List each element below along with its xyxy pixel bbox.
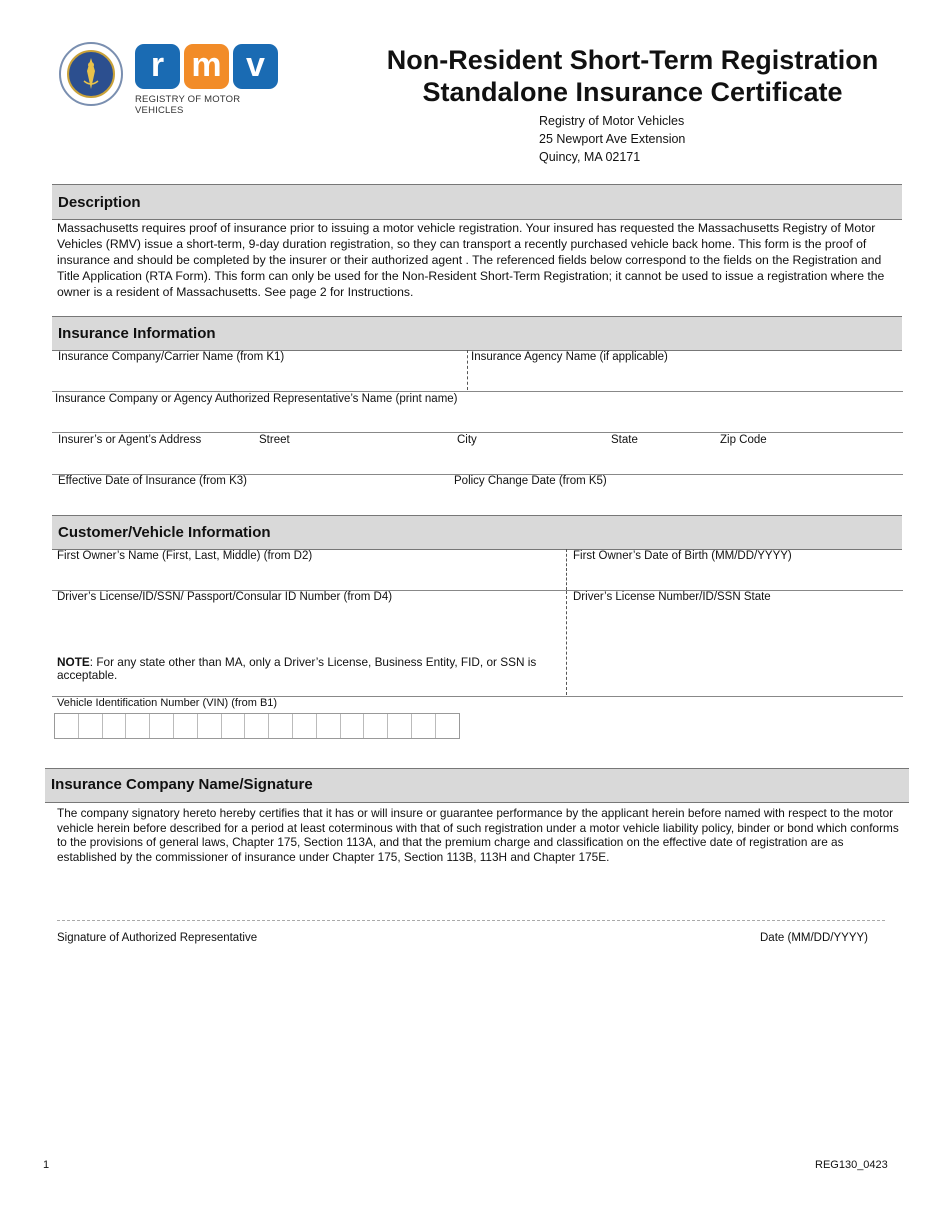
rmv-address-line2: 25 Newport Ave Extension (539, 132, 686, 146)
rmv-logo (135, 44, 280, 116)
effective-date-field[interactable]: Effective Date of Insurance (from K3) (58, 475, 247, 487)
logo-letter-m: m (184, 44, 229, 89)
vin-box[interactable] (126, 714, 150, 738)
signature-field[interactable]: Signature of Authorized Representative (57, 932, 258, 944)
agency-name-field[interactable]: Insurance Agency Name (if applicable) (471, 351, 668, 363)
state-field[interactable]: State (611, 434, 638, 446)
certification-text: The company signatory hereto hereby certifies that it has or will insure or guarantee performance by the applicant herein before named with respect to the motor vehicle herein before described for a period at least coterminous with that of such registration under a motor vehicle liability policy, binder or bond which conforms to the provisions of general laws, Chapter 175, Section 113A, and that the premium charge and classification on the effective date of registration are as established by the commissioner of insurance under Chapter 175, Section 113B, 113H and Chapter 175E. (57, 806, 899, 864)
vin-box[interactable] (388, 714, 412, 738)
city-field[interactable]: City (457, 434, 477, 446)
owner-dob-field[interactable]: First Owner’s Date of Birth (MM/DD/YYYY) (573, 550, 792, 562)
rep-name-field[interactable]: Insurance Company or Agency Authorized Representative’s Name (print name) (55, 393, 458, 405)
customer-heading: Customer/Vehicle Information (58, 524, 271, 541)
owner-name-field[interactable]: First Owner’s Name (First, Last, Middle) (from D2) (57, 550, 313, 562)
license-state-divider (566, 591, 567, 695)
customer-header (52, 515, 902, 550)
logo-subtitle: REGISTRY OF MOTOR VEHICLES (135, 94, 241, 116)
vin-input-boxes[interactable] (54, 713, 460, 739)
vin-box[interactable] (293, 714, 317, 738)
carrier-agency-divider (467, 350, 468, 390)
signature-line (57, 920, 885, 921)
rmv-address-line1: Registry of Motor Vehicles (539, 114, 685, 128)
vin-box[interactable] (317, 714, 341, 738)
vin-box[interactable] (269, 714, 293, 738)
carrier-name-field[interactable]: Insurance Company/Carrier Name (from K1) (58, 351, 285, 363)
rmv-address-line3: Quincy, MA 02171 (539, 150, 641, 164)
vin-box[interactable] (412, 714, 436, 738)
vin-box[interactable] (55, 714, 79, 738)
form-code: REG130_0423 (815, 1159, 888, 1171)
insurance-heading: Insurance Information (58, 325, 216, 342)
address-label: Insurer’s or Agent’s Address (58, 434, 202, 446)
vin-box[interactable] (222, 714, 246, 738)
state-seal-icon (58, 41, 124, 107)
vin-box[interactable] (198, 714, 222, 738)
form-title-line2: Standalone Insurance Certificate (422, 77, 843, 107)
zip-code-field[interactable]: Zip Code (720, 434, 767, 446)
description-text: Massachusetts requires proof of insurance prior to issuing a motor vehicle registration. Your insured has requested the Massachusetts Registry of Motor Vehicles (RMV) issue a short-term, 9-day duration registration, so they can transport a recently purchased vehicle back home. This form is the proof of insurance and should be completed by the insurer or their authorized agent . The referenced fields below correspond to the fields on the Registration and Title Application (RTA Form). This form can only be used for the Non-Resident Short-Term Registration; it cannot be used to issue a registration where the owner is a resident of Massachusetts. See page 2 for Instructions. (57, 221, 885, 299)
vin-label: Vehicle Identification Number (VIN) (from B1) (57, 697, 278, 709)
insurance-header (52, 316, 902, 351)
license-state-field[interactable]: Driver’s License Number/ID/SSN State (573, 591, 771, 603)
row-divider (52, 432, 903, 433)
form-title-line1: Non-Resident Short-Term Registration (386, 45, 879, 75)
vin-box[interactable] (150, 714, 174, 738)
owner-dob-divider (566, 549, 567, 590)
street-field[interactable]: Street (259, 434, 290, 446)
vin-box[interactable] (174, 714, 198, 738)
signature-header (45, 768, 909, 803)
vin-box[interactable] (341, 714, 365, 738)
note-bold-label: NOTE (57, 655, 90, 669)
license-note (57, 656, 565, 682)
vin-box[interactable] (245, 714, 269, 738)
note-text: : For any state other than MA, only a Driver’s License, Business Entity, FID, or SSN is acceptable. (57, 655, 537, 682)
row-divider (52, 391, 903, 392)
vin-box[interactable] (103, 714, 127, 738)
vin-box[interactable] (436, 714, 459, 738)
logo-letter-r: r (135, 44, 180, 89)
vin-box[interactable] (79, 714, 103, 738)
license-number-field[interactable]: Driver’s License/ID/SSN/ Passport/Consular ID Number (from D4) (57, 591, 393, 603)
signature-date-field[interactable]: Date (MM/DD/YYYY) (760, 932, 868, 944)
description-header (52, 184, 902, 220)
vin-box[interactable] (364, 714, 388, 738)
logo-letter-v: v (233, 44, 278, 89)
policy-change-date-field[interactable]: Policy Change Date (from K5) (454, 475, 607, 487)
signature-heading: Insurance Company Name/Signature (51, 776, 313, 793)
page-number: 1 (43, 1159, 50, 1171)
description-heading: Description (58, 194, 141, 211)
